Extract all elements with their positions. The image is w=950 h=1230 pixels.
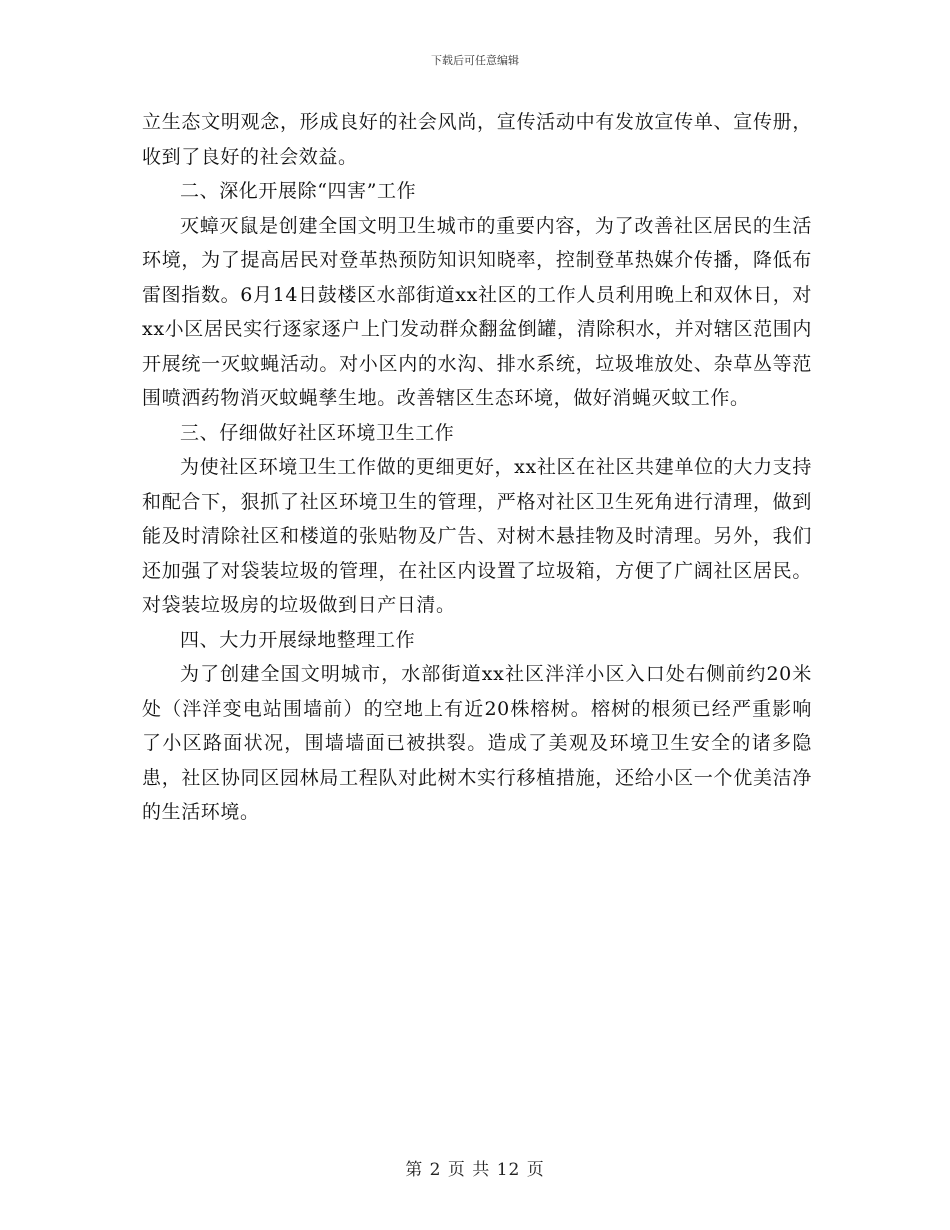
section-heading-3: 三、仔细做好社区环境卫生工作 (180, 421, 455, 444)
section-heading-4: 四、大力开展绿地整理工作 (180, 628, 416, 651)
page-number: 第 2 页 共 12 页 (405, 1160, 545, 1180)
section-heading-2: 二、深化开展除“四害”工作 (180, 180, 417, 202)
paragraph-pest-control: 灭蟑灭鼠是创建全国文明卫生城市的重要内容，为了改善社区居民的生活环境，为了提高居民对登革热预防知识知晓率，控制登革热媒介传播，降低布雷图指数。6月14日鼓楼区水部街道xx社区的工作人员利用晚上和双休日，对xx小区居民实行逐家逐户上门发动群众翻盆倒罐，清除积水，并对辖区范围内开展统一灭蚊蝇活动。对小区内的水沟、排水系统，垃圾堆放处、杂草丛等范围喷洒药物消灭蚊蝇孳生地。改善辖区生态环境，做好消蝇灭蚊工作。 (142, 214, 812, 409)
paragraph-continuation: 立生态文明观念，形成良好的社会风尚，宣传活动中有发放宣传单、宣传册，收到了良好的社会效益。 (142, 111, 812, 168)
document-body (142, 105, 812, 830)
paragraph-sanitation: 为使社区环境卫生工作做的更细更好，xx社区在社区共建单位的大力支持和配合下，狠抓了社区环境卫生的管理，严格对社区卫生死角进行清理，做到能及时清除社区和楼道的张贴物及广告、对树木悬挂物及时清理。另外，我们还加强了对袋装垃圾的管理，在社区内设置了垃圾箱，方便了广阔社区居民。对袋装垃圾房的垃圾做到日产日清。 (142, 456, 812, 616)
page-header-note: 下载后可任意编辑 (431, 54, 519, 67)
paragraph-greenland: 为了创建全国文明城市，水部街道xx社区泮洋小区入口处右侧前约20米处（泮洋变电站围墙前）的空地上有近20株榕树。榕树的根须已经严重影响了小区路面状况，围墙墙面已被拱裂。造成了美观及环境卫生安全的诸多隐患，社区协同区园林局工程队对此树木实行移植措施，还给小区一个优美洁净的生活环境。 (142, 663, 812, 823)
